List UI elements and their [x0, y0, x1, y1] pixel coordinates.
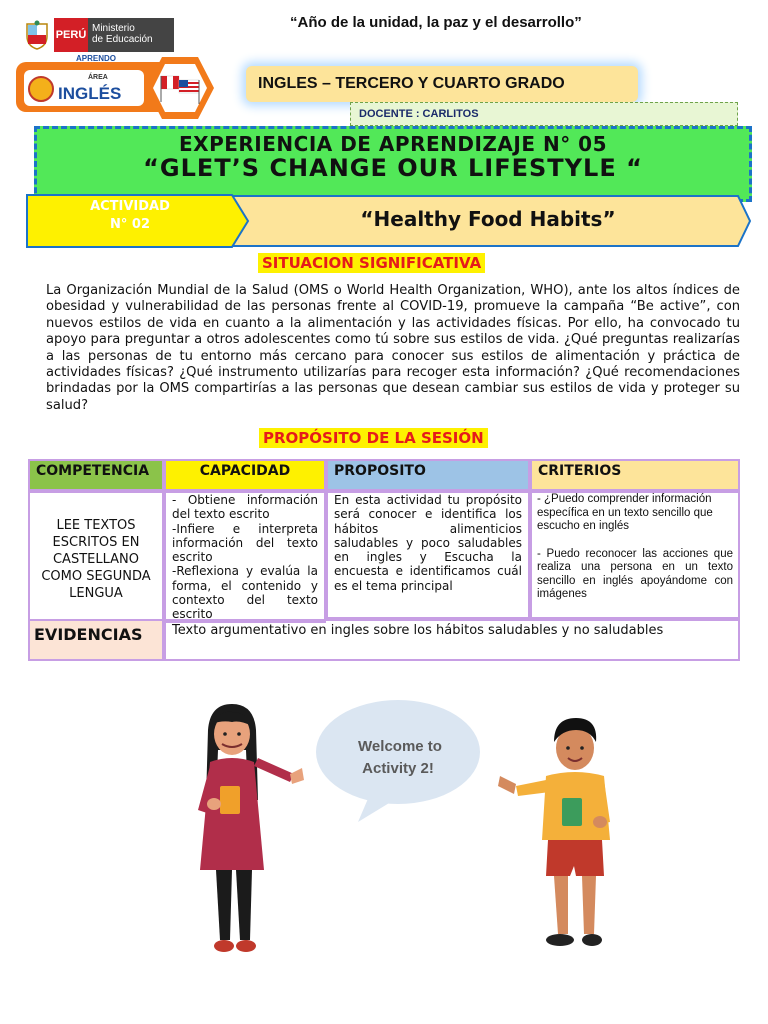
area-label: ÁREA — [88, 74, 108, 81]
ministry-logo — [54, 18, 174, 52]
header-criterios: CRITERIOS — [530, 459, 740, 493]
bubble-line2: Activity 2! — [362, 760, 434, 777]
aprendo-label: APRENDO — [76, 54, 117, 63]
area-badge-icon — [28, 76, 54, 102]
capacidad-cell: - Obtiene información del texto escrito -Infiere e interpreta información del texto escrito -Reflexiona y evalúa la forma, el contenido y contexto del texto escrito — [164, 489, 326, 623]
ministry-name-line1: Ministerio — [92, 23, 135, 34]
experience-banner — [34, 126, 752, 202]
header-proposito: PROPOSITO — [326, 459, 530, 493]
header-competencia: COMPETENCIA — [28, 459, 164, 493]
teacher-label: DOCENTE : CARLITOS — [350, 102, 738, 126]
purpose-table — [28, 459, 740, 661]
flags-hexagon-icon — [144, 54, 216, 122]
evidencias-text: Texto argumentativo en ingles sobre los hábitos saludables y no saludables — [164, 619, 740, 661]
header-capacidad: CAPACIDAD — [164, 459, 326, 493]
ministry-name-line2: de Educación — [92, 34, 153, 45]
competencia-cell: LEE TEXTOS ESCRITOS EN CASTELLANO COMO SEGUNDA LENGUA — [28, 489, 164, 623]
ministry-country: PERÚ — [54, 18, 88, 52]
purpose-heading: PROPÓSITO DE LA SESIÓN — [259, 428, 488, 448]
experience-number: EXPERIENCIA DE APRENDIZAJE N° 05 — [179, 132, 607, 156]
criterio-1: - ¿Puedo comprender información específica en un texto sencillo que escucho en inglés — [537, 493, 713, 532]
criterios-cell — [530, 489, 740, 619]
evidencias-label: EVIDENCIAS — [28, 619, 164, 661]
year-quote: “Año de la unidad, la paz y el desarrollo” — [290, 14, 582, 31]
speech-bubble — [316, 700, 480, 822]
kids-illustration — [180, 690, 640, 970]
bubble-line1: Welcome to — [358, 738, 442, 755]
activity-title: “Healthy Food Habits” — [360, 207, 616, 231]
activity-banner — [26, 194, 752, 248]
grade-title: INGLES – TERCERO Y CUARTO GRADO — [246, 66, 638, 102]
peru-coat-of-arms-icon — [24, 20, 50, 50]
proposito-cell: En esta actividad tu propósito será conocer e identifica los hábitos alimenticios saludables y poco saludables en ingles y Escucha la encuesta e identificamos cuál es el tema principal — [326, 489, 530, 619]
experience-title: “GLET’S CHANGE OUR LIFESTYLE “ — [143, 154, 643, 182]
situation-body: La Organización Mundial de la Salud (OMS o World Health Organization, WHO), ante los altos índices de obesidad y vulnerabilidad de las personas frente al COVID-19, promueve la campaña “Be active”, con nuevos estilos de vida en cuanto a la alimentación y las actividades físicas. Por ello, ha convocado tu apoyo para preguntar a otros adolescentes como tú sobre sus estilos de vida. ¿Qué preguntas realizarías a las personas de tu entorno más cercano para conocer sus estilos de alimentación y práctica de actividades físicas? ¿Qué instrumento utilizarías para recoger esta información? ¿Qué recomendaciones brindadas por la OMS compartirías a las personas que desean cambiar sus estilos de vida y proteger su salud? — [46, 283, 740, 413]
criterio-2: - Puedo reconocer las acciones que realiza una persona en un texto sencillo en inglés apoyándome con imágenes — [537, 547, 733, 600]
boy-character — [498, 718, 610, 946]
activity-label-line2: N° 02 — [110, 217, 150, 232]
activity-label-line1: ACTIVIDAD — [90, 199, 170, 214]
area-name: INGLÉS — [58, 84, 122, 103]
girl-character — [198, 704, 304, 952]
situation-heading: SITUACION SIGNIFICATIVA — [258, 253, 485, 273]
